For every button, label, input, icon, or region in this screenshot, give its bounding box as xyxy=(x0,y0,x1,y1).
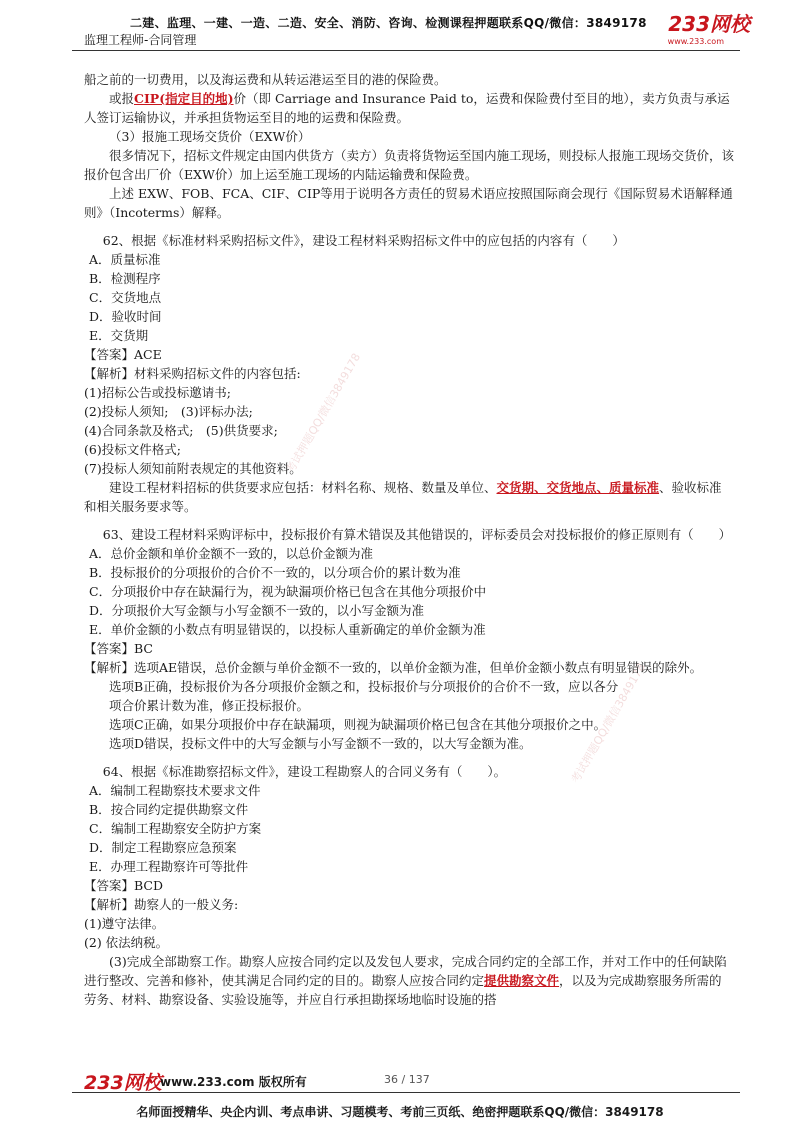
analysis-line: 选项D错误，投标文件中的大写金额与小写金额不一致的，以大写金额为准。 xyxy=(109,736,532,751)
analysis-line: 选项B正确，投标报价为各分项报价金额之和，投标报价与分项报价的合价不一致，应以各分 xyxy=(109,679,619,694)
analysis-line: 项合价累计数为准，修正投标报价。 xyxy=(109,698,310,713)
option-item: C．交货地点 xyxy=(89,290,162,305)
question-title: 63、建设工程材料采购评标中，投标报价有算术错误及其他错误的，评标委员会对投标报价的修正原则有（ ） xyxy=(102,527,732,542)
question-title: 64、根据《标准勘察招标文件》，建设工程勘察人的合同义务有（ ）。 xyxy=(102,764,507,779)
header-contact-line: 二建、监理、一建、一造、二造、安全、消防、咨询、检测课程押题联系QQ/微信：3849178 xyxy=(130,16,647,30)
page-number: 36 / 137 xyxy=(384,1073,430,1086)
option-item: D．验收时间 xyxy=(89,309,162,324)
watermark: 考试押题QQ/微信3849178 xyxy=(568,661,649,786)
intro-paragraph: 或报CIP(指定目的地)价（即 Carriage and Insurance Paid to，运费和保险费付至目的地），卖方负责与承运人签订运输协议，并承担货物运至目的地的运费和保险费。 xyxy=(84,91,730,125)
answer-line: 【答案】ACE xyxy=(84,347,162,362)
footer-copyright: www.233.com 版权所有 xyxy=(160,1075,307,1089)
analysis-line: (4)合同条款及格式; (5)供货要求; xyxy=(84,423,278,438)
option-item: D．分项报价大写金额与小写金额不一致的，以小写金额为准 xyxy=(89,603,425,618)
highlight-text: 交货期、交货地点、质量标准 xyxy=(496,480,660,495)
analysis-line: (1)招标公告或投标邀请书; xyxy=(84,385,231,400)
option-item: E．交货期 xyxy=(89,328,149,343)
brand-logo-url: www.233.com xyxy=(667,37,724,46)
analysis-summary: (3)完成全部勘察工作。勘察人应按合同约定以及发包人要求，完成合同约定的全部工作，并对工作中的任何缺陷进行整改、完善和修补，使其满足合同约定的目的。勘察人应按合同约定提供勘察文件，以及为完成勘察服务所需的劳务、材料、勘察设备、实验设施等，并应自行承担勘探场地临时设施的搭 xyxy=(84,954,727,1007)
analysis-line: 选项C正确，如果分项报价中存在缺漏项，则视为缺漏项价格已包含在其他分项报价之中。 xyxy=(109,717,607,732)
analysis-summary: 建设工程材料招标的供货要求应包括：材料名称、规格、数量及单位、交货期、交货地点、质量标准、验收标准和相关服务要求等。 xyxy=(84,480,722,514)
option-item: A．质量标准 xyxy=(89,252,161,267)
option-item: B．投标报价的分项报价的合价不一致的，以分项合价的累计数为准 xyxy=(89,565,461,580)
analysis-line: (1)遵守法律。 xyxy=(84,916,165,931)
option-item: B．检测程序 xyxy=(89,271,161,286)
intro-paragraph: （3）报施工现场交货价（EXW价） xyxy=(109,129,311,144)
footer-promo-line: 名师面授精华、央企内训、考点串讲、习题模考、考前三页纸、绝密押题联系QQ/微信：3849178 xyxy=(136,1105,664,1119)
footer-logo: 233网校 xyxy=(84,1072,162,1094)
brand-logo: 233网校 xyxy=(668,12,750,36)
option-item: B．按合同约定提供勘察文件 xyxy=(89,802,249,817)
option-item: E．单价金额的小数点有明显错误的，以投标人重新确定的单价金额为准 xyxy=(89,622,486,637)
header-subtitle: 监理工程师-合同管理 xyxy=(84,33,197,47)
intro-paragraph: 很多情况下，招标文件规定由国内供货方（卖方）负责将货物运至国内施工现场，则投标人报施工现场交货价，该报价包含出厂价（EXW价）加上运至施工现场的内陆运输费和保险费。 xyxy=(84,148,735,182)
intro-paragraph: 船之前的一切费用，以及海运费和从转运港运至目的港的保险费。 xyxy=(84,72,447,87)
watermark: 考试押题QQ/微信3849178 xyxy=(283,351,364,476)
header-divider xyxy=(72,50,740,51)
highlight-text: 提供勘察文件 xyxy=(484,973,560,988)
analysis-line: 【解析】勘察人的一般义务: xyxy=(84,897,239,912)
option-item: A．总价金额和单价金额不一致的，以总价金额为准 xyxy=(89,546,374,561)
analysis-line: 【解析】选项AE错误，总价金额与单价金额不一致的，以单价金额为准，但单价金额小数点有明显错误的除外。 xyxy=(84,660,703,675)
footer-divider xyxy=(72,1092,740,1093)
analysis-line: (2) 依法纳税。 xyxy=(84,935,169,950)
option-item: C．编制工程勘察安全防护方案 xyxy=(89,821,262,836)
analysis-line: 【解析】材料采购招标文件的内容包括: xyxy=(84,366,301,381)
analysis-line: (2)投标人须知; (3)评标办法; xyxy=(84,404,253,419)
question-63 xyxy=(84,525,734,753)
cip-term-link: CIP(指定目的地) xyxy=(134,91,234,106)
option-item: C．分项报价中存在缺漏行为，视为缺漏项价格已包含在其他分项报价中 xyxy=(89,584,487,599)
page-header xyxy=(0,0,800,52)
analysis-line: (7)投标人须知前附表规定的其他资料。 xyxy=(84,461,302,476)
option-item: D．制定工程勘察应急预案 xyxy=(89,840,237,855)
question-62 xyxy=(84,231,734,516)
question-title: 62、根据《标准材料采购招标文件》，建设工程材料采购招标文件中的应包括的内容有（ ） xyxy=(102,233,625,248)
document-body xyxy=(84,70,734,1009)
question-64 xyxy=(84,762,734,1009)
option-item: E．办理工程勘察许可等批件 xyxy=(89,859,249,874)
analysis-line: (6)投标文件格式; xyxy=(84,442,181,457)
intro-paragraph: 上述 EXW、FOB、FCA、CIF、CIP等用于说明各方责任的贸易术语应按照国际商会现行《国际贸易术语解释通则》（Incoterms）解释。 xyxy=(84,186,733,220)
option-item: A．编制工程勘察技术要求文件 xyxy=(89,783,261,798)
answer-line: 【答案】BC xyxy=(84,641,153,656)
answer-line: 【答案】BCD xyxy=(84,878,164,893)
